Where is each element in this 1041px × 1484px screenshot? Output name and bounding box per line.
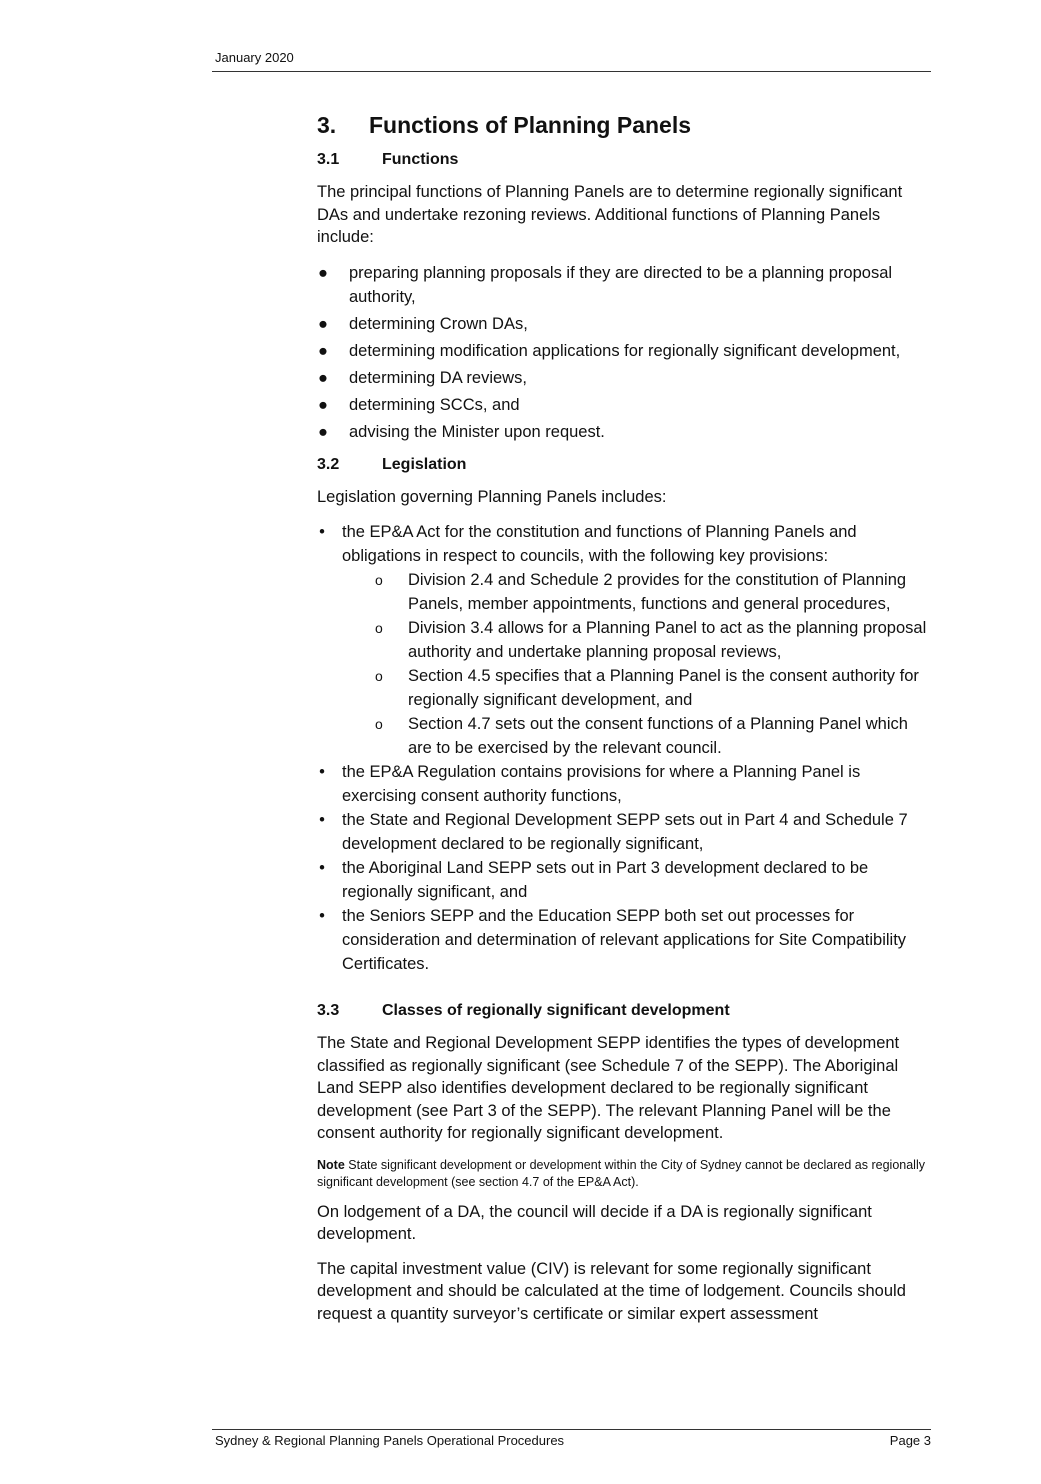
subsection-number: 3.3 (317, 1002, 340, 1019)
note-label: Note (317, 1157, 345, 1172)
functions-list (317, 261, 931, 444)
subsection-title: Functions (382, 151, 459, 168)
page-content (317, 112, 931, 1337)
bullet-icon: ● (318, 422, 328, 441)
bullet-icon: ● (318, 314, 328, 333)
list-item: ● determining Crown DAs, (317, 312, 931, 336)
bullet-icon: ● (318, 341, 328, 360)
list-item: • the EP&A Regulation contains provisions for where a Planning Panel is exercising consent authority functions, (317, 760, 931, 808)
legislation-list (317, 520, 931, 976)
list-item: ● advising the Minister upon request. (317, 420, 931, 444)
bullet-icon: • (319, 907, 325, 925)
list-item: • the Aboriginal Land SEPP sets out in Part 3 development declared to be regionally significant, and (317, 856, 931, 904)
page-number: Page 3 (889, 1433, 931, 1448)
section-heading (317, 112, 931, 139)
note (317, 1157, 931, 1191)
bullet-icon: ● (318, 263, 328, 282)
section-title: Functions of Planning Panels (369, 112, 692, 138)
paragraph: Legislation governing Planning Panels includes: (317, 487, 667, 506)
sub-list-item: o Division 2.4 and Schedule 2 provides for the constitution of Planning Panels, member appointments, functions and general procedures, (342, 568, 931, 616)
sub-list-item: o Section 4.7 sets out the consent functions of a Planning Panel which are to be exercised by the relevant council. (342, 712, 931, 760)
list-item: • the Seniors SEPP and the Education SEPP both set out processes for consideration and determination of relevant applications for Site Compatibility Certificates. (317, 904, 931, 976)
paragraph: The capital investment value (CIV) is relevant for some regionally significant development and should be calculated at the time of lodgement. Councils should request a quantity surveyor’s certificate or similar expert assessment (317, 1259, 906, 1323)
subsection-heading-3-1 (317, 149, 931, 171)
sub-list-item: o Section 4.5 specifies that a Planning Panel is the consent authority for regionally significant development, and (342, 664, 931, 712)
list-item: ● preparing planning proposals if they are directed to be a planning proposal authority, (317, 261, 931, 309)
circle-bullet-icon: o (375, 716, 383, 732)
subsection-heading-3-3 (317, 1000, 931, 1022)
subsection-title: Legislation (382, 455, 467, 473)
bullet-icon: • (319, 859, 325, 877)
circle-bullet-icon: o (375, 620, 383, 636)
bullet-icon: ● (318, 395, 328, 414)
bullet-icon: • (319, 523, 325, 541)
provisions-list (342, 568, 931, 760)
list-item: ● determining SCCs, and (317, 393, 931, 417)
sub-list-item: o Division 3.4 allows for a Planning Panel to act as the planning proposal authority and undertake planning proposal reviews, (342, 616, 931, 664)
list-item: • the State and Regional Development SEPP sets out in Part 4 and Schedule 7 development declared to be regionally significant, (317, 808, 931, 856)
paragraph: The State and Regional Development SEPP identifies the types of development classified as regionally significant (see Schedule 7 of the SEPP). The Aboriginal Land SEPP also identifies development declared to be regionally significant development (see Part 3 of the SEPP). The relevant Planning Panel will be the consent authority for regionally significant development. (317, 1034, 900, 1142)
list-item: ● determining modification applications for regionally significant development, (317, 339, 931, 363)
paragraph: The principal functions of Planning Panels are to determine regionally significant DAs and undertake rezoning reviews. Additional functions of Planning Panels include: (317, 183, 903, 246)
subsection-number: 3.2 (317, 455, 340, 473)
subsection-number: 3.1 (317, 151, 340, 168)
subsection-heading-3-2 (317, 454, 931, 476)
bullet-icon: ● (318, 368, 328, 387)
list-item: ● determining DA reviews, (317, 366, 931, 390)
footer-rule (212, 1429, 931, 1430)
bullet-icon: • (319, 811, 325, 829)
circle-bullet-icon: o (375, 668, 383, 684)
header-date: January 2020 (215, 50, 294, 65)
footer-title: Sydney & Regional Planning Panels Operational Procedures (215, 1433, 565, 1448)
header-rule (212, 71, 931, 72)
note-text: State significant development or development within the City of Sydney cannot be declared as regionally significant development (see section 4.7 of the EP&A Act). (317, 1157, 925, 1189)
circle-bullet-icon: o (375, 572, 383, 588)
paragraph: On lodgement of a DA, the council will decide if a DA is regionally significant development. (317, 1202, 872, 1243)
list-item: • the EP&A Act for the constitution and functions of Planning Panels and obligations in respect to councils, with the following key provisions: o Division 2.4 and Schedule 2 provides for the constitution of Planning Panels, member appointments, functions and general procedures, o Division 3.4 allows for a Planning Panel to act as the planning proposal authority and undertake planning proposal reviews, o Section 4.5 specifies that a Planning Panel is the consent authority for regionally significant development, and o Section 4.7 sets out the consent functions of a Planning Panel which are to be exercised by the relevant council. (317, 520, 931, 760)
bullet-icon: • (319, 763, 325, 781)
subsection-title: Classes of regionally significant development (382, 1002, 730, 1019)
section-number: 3. (317, 112, 337, 138)
